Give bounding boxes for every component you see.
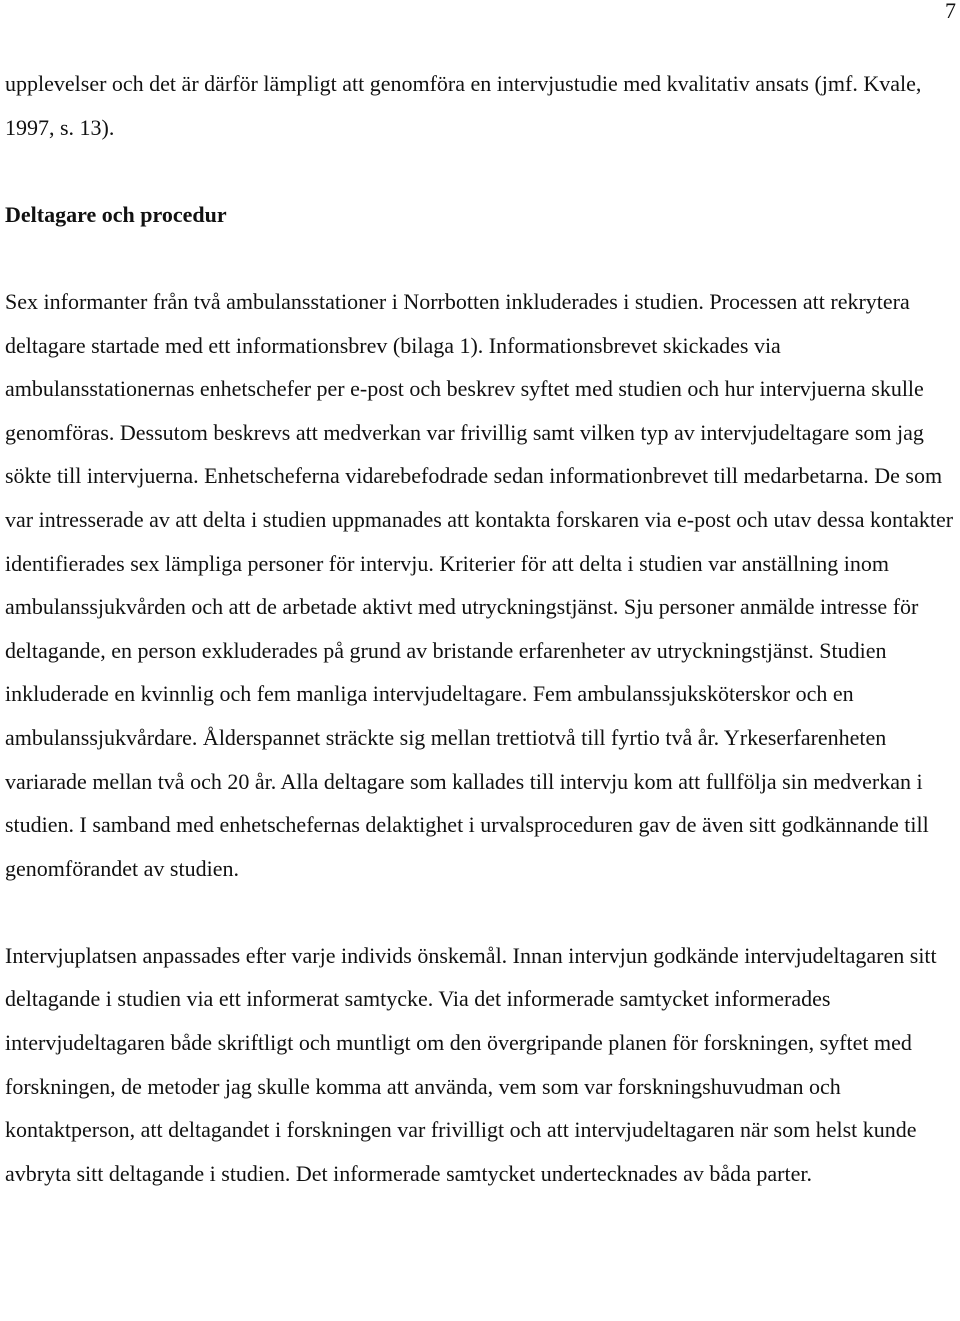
section-heading: Deltagare och procedur (5, 201, 227, 227)
page-number: 7 (945, 0, 956, 23)
paragraph-intro-continuation: upplevelser och det är därför lämpligt att genomföra en intervjustudie med kvalitativ ansats (jmf. Kvale, 1997, s. 13). (5, 71, 922, 140)
paragraph-interview-setting: Intervjuplatsen anpassades efter varje individs önskemål. Innan intervjun godkände intervjudeltagaren sitt deltagande i studien via ett informerat samtycke. Via det informerade samtycket informerades intervjudeltagaren både skriftligt och muntligt om den övergripande planen för forskningen, syftet med forskningen, de metoder jag skulle komma att använda, vem som var forskningshuvudman och kontaktperson, att deltagandet i forskningen var frivilligt och att intervjudeltagaren när som helst kunde avbryta sitt deltagande i studien. Det informerade samtycket undertecknades av båda parter. (5, 942, 937, 1186)
paragraph-participants: Sex informanter från två ambulansstationer i Norrbotten inkluderades i studien. Processen att rekrytera deltagare startade med ett informationsbrev (bilaga 1). Informationsbrevet skickades via ambulansstationernas enhetschefer per e-post och beskrev syftet med studien och hur intervjuerna skulle genomföras. Dessutom beskrevs att medverkan var frivillig samt vilken typ av intervjudeltagare som jag sökte till intervjuerna. Enhetscheferna vidarebefodrade sedan informationbrevet till medarbetarna. De som var intresserade av att delta i studien uppmanades att kontakta forskaren via e-post och utav dessa kontakter identifierades sex lämpliga personer för intervju. Kriterier för att delta i studien var anställning inom ambulanssjukvården och att de arbetade aktivt med utryckningstjänst. Sju personer anmälde intresse för deltagande, en person exkluderades på grund av bristande erfarenheter av utryckningstjänst. Studien inkluderade en kvinnlig och fem manliga intervjudeltagare. Fem ambulanssjuksköterskor och en ambulanssjukvårdare. Ålderspannet sträckte sig mellan trettiotvå till fyrtio två år. Yrkeserfarenheten variarade mellan två och 20 år. Alla deltagare som kallades till intervju kom att fullfölja sin medverkan i studien. I samband med enhetschefernas delaktighet i urvalsproceduren gav de även sitt godkännande till genomförandet av studien. (5, 288, 954, 881)
document-body (5, 62, 955, 1195)
